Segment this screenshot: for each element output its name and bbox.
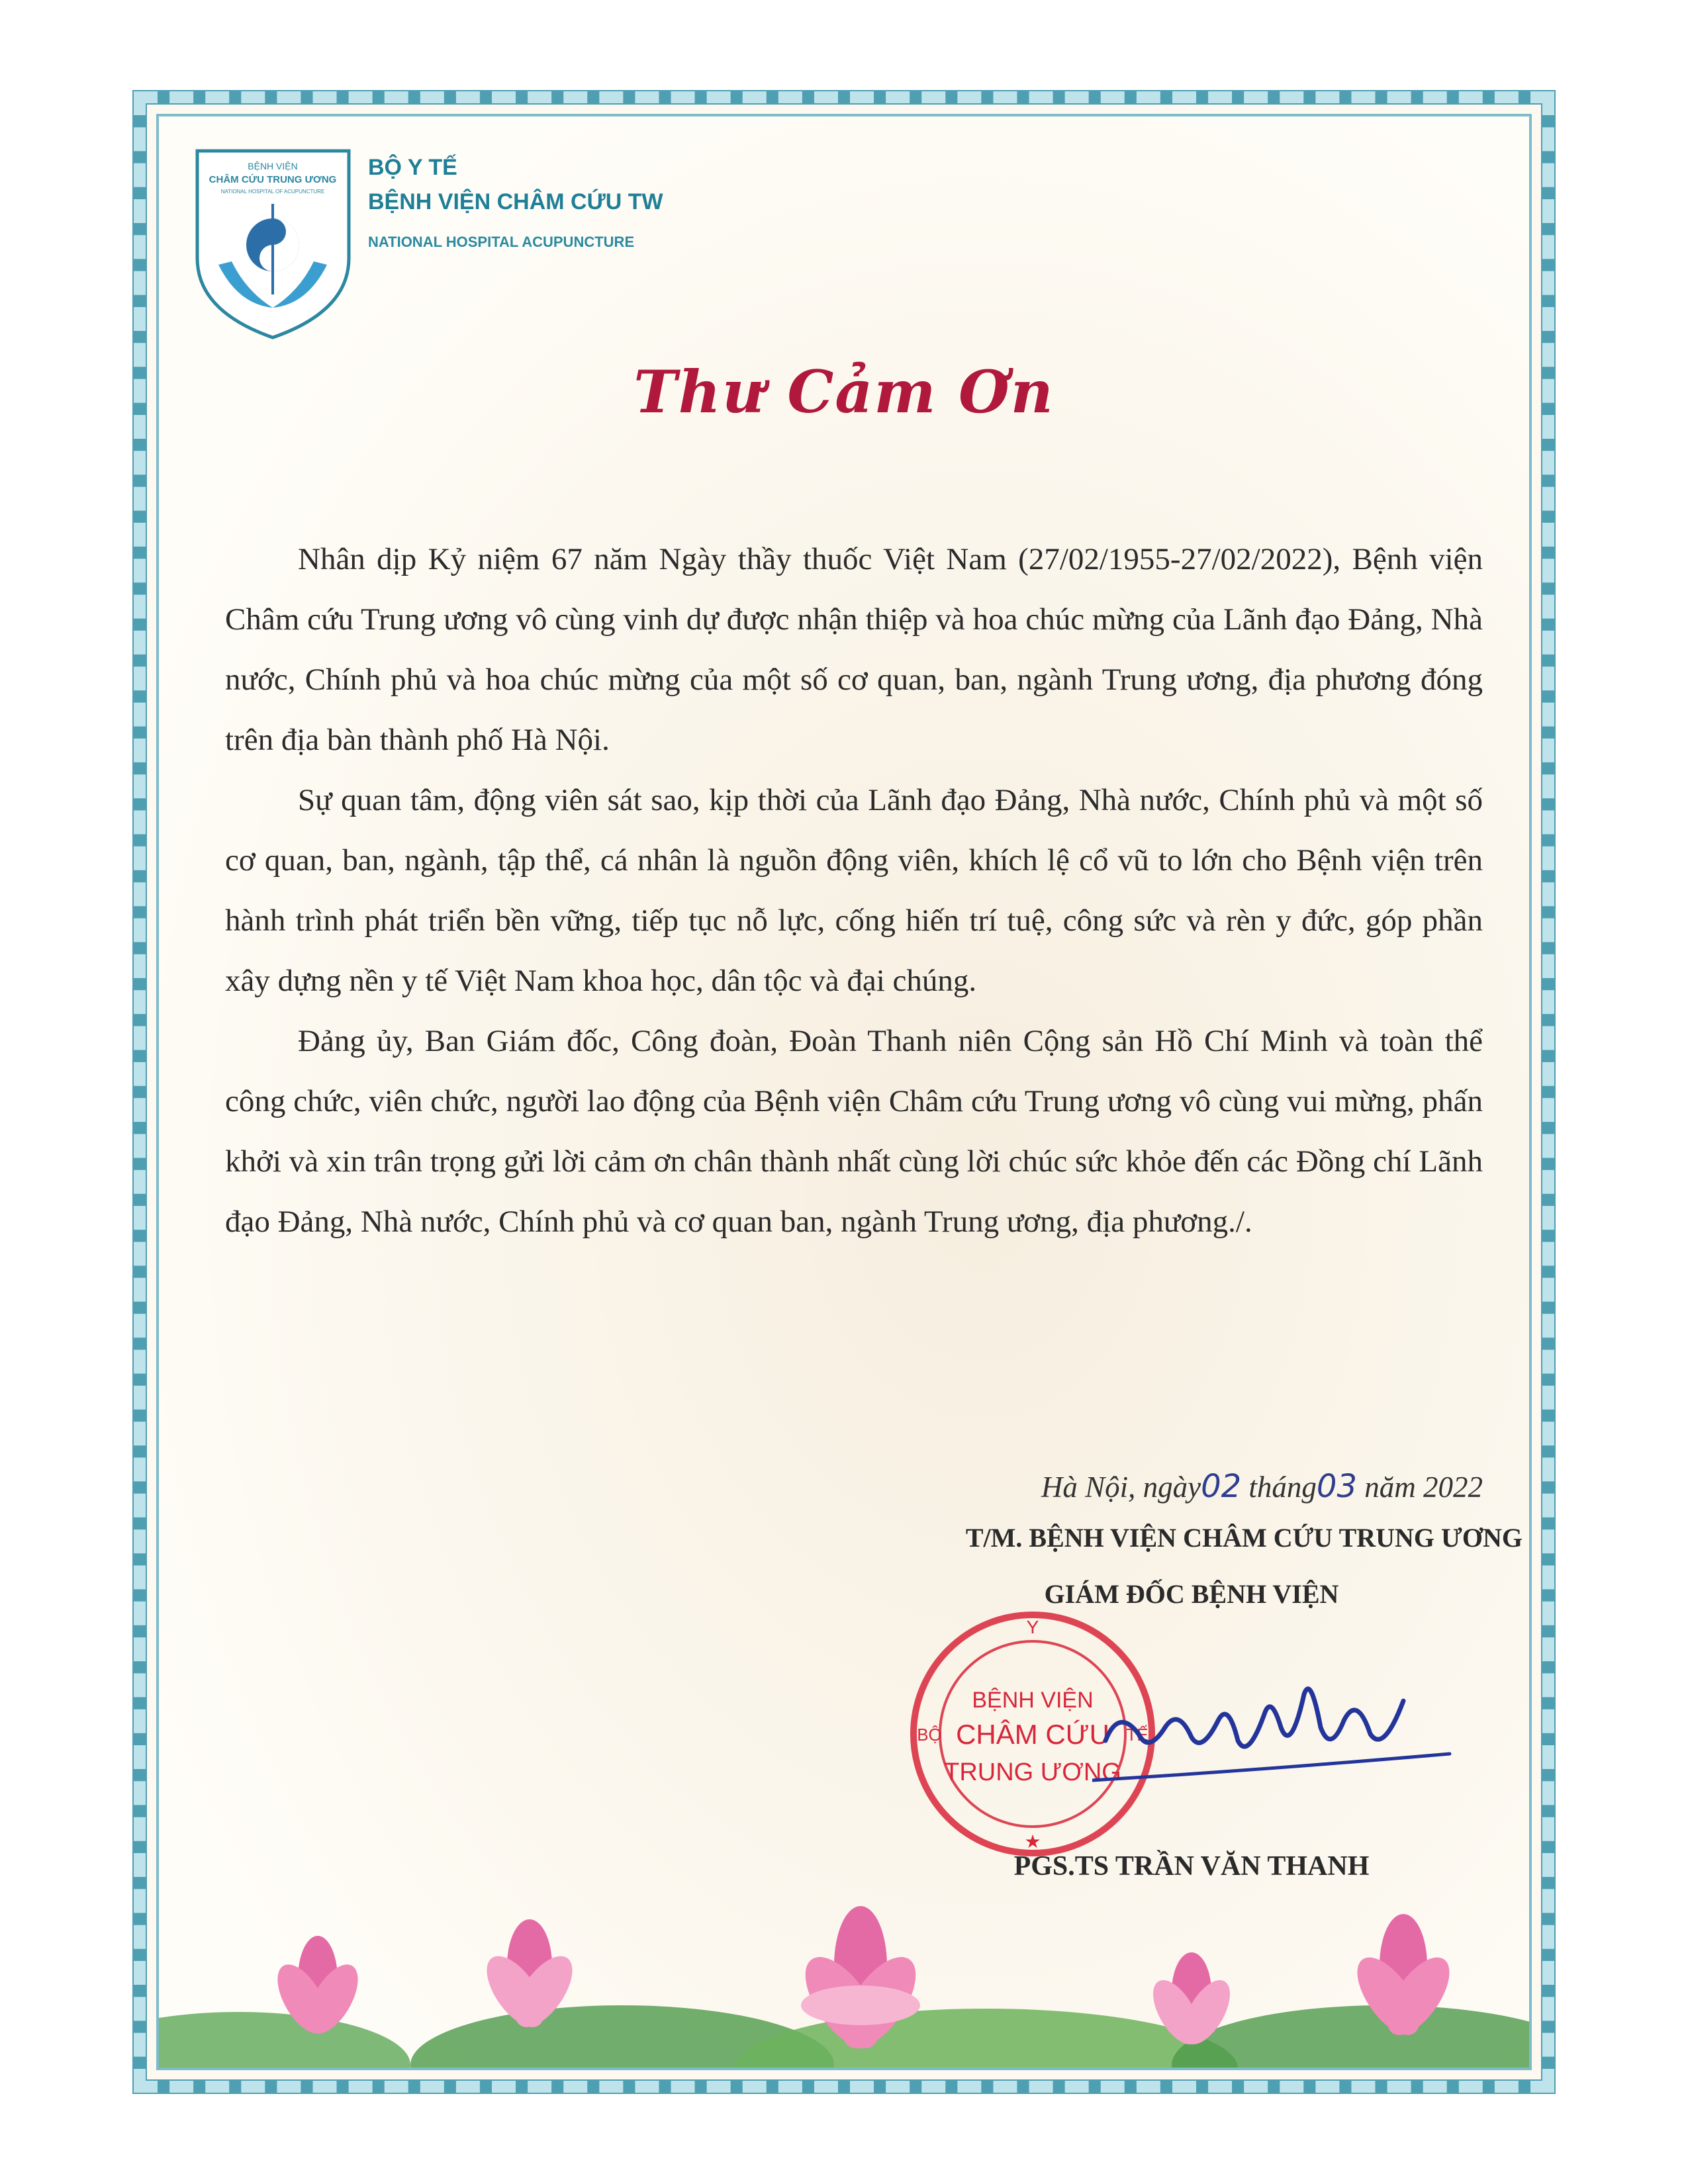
date-day: 02 (1201, 1468, 1242, 1505)
stamp-line1: BỆNH VIỆN (972, 1688, 1094, 1713)
stamp-left-text: BỘ (917, 1725, 942, 1745)
body-paragraph-3: Đảng ủy, Ban Giám đốc, Công đoàn, Đoàn Thanh niên Cộng sản Hồ Chí Minh và toàn thể công chức, viên chức, người lao động của Bệnh viện Châm cứu Trung ương vô cùng vui mừng, phấn khởi và xin trân trọng gửi lời cảm ơn chân thành nhất cùng lời chúc sức khỏe đến các Đồng chí Lãnh đạo Đảng, Nhà nước, Chính phủ và cơ quan ban, ngành Trung ương, địa phương./. (225, 1024, 1483, 1239)
stamp-line2: CHÂM CỨU (956, 1719, 1109, 1750)
date-line (821, 1468, 1483, 1505)
hospital-name: BỆNH VIỆN CHÂM CỨU TW (368, 189, 663, 214)
lotus-footer-illustration (159, 1866, 1529, 2068)
date-month-word: tháng (1248, 1471, 1317, 1504)
organization-header (368, 151, 663, 258)
stamp-top-text: Y (1026, 1617, 1039, 1637)
stamp-right-text: TẾ (1126, 1725, 1149, 1745)
svg-text:★: ★ (1024, 1831, 1041, 1852)
date-year: năm 2022 (1364, 1471, 1483, 1504)
date-prefix: Hà Nội, ngày (1041, 1471, 1201, 1504)
body-paragraph-1: Nhân dịp Kỷ niệm 67 năm Ngày thầy thuốc Việt Nam (27/02/1955-27/02/2022), Bệnh viện Châm cứu Trung ương vô cùng vinh dự được nhận thiệp và hoa chúc mừng của Lãnh đạo Đảng, Nhà nước, Chính phủ và hoa chúc mừng của một số cơ quan, ban, ngành Trung ương, địa phương đóng trên địa bàn thành phố Hà Nội. (225, 542, 1483, 757)
letter-title: Thư Cảm Ơn (633, 357, 1055, 426)
stamp-line3: TRUNG ƯƠNG (944, 1758, 1121, 1786)
body-paragraph-2: Sự quan tâm, động viên sát sao, kịp thời của Lãnh đạo Đảng, Nhà nước, Chính phủ và một số cơ quan, ban, ngành, tập thể, cá nhân là nguồn động viên, khích lệ cổ vũ to lớn cho Bệnh viện trên hành trình phát triển bền vững, tiếp tục nỗ lực, cống hiến trí tuệ, công sức và rèn y đức, góp phần xây dựng nền y tế Việt Nam khoa học, dân tộc và đại chúng. (225, 783, 1483, 998)
logo-text-line1: BỆNH VIỆN (248, 161, 298, 171)
hospital-logo (192, 146, 354, 341)
signer-name: PGS.TS TRẦN VĂN THANH (1013, 1851, 1370, 1882)
on-behalf-line: T/M. BỆNH VIỆN CHÂM CỨU TRUNG ƯƠNG (965, 1523, 1523, 1553)
director-signature (1092, 1655, 1463, 1800)
ministry-name: BỘ Y TẾ (368, 155, 457, 180)
hospital-english-name: NATIONAL HOSPITAL ACUPUNCTURE (368, 234, 635, 250)
logo-text-line2: CHÂM CỨU TRUNG ƯƠNG (209, 174, 337, 185)
letter-body (225, 529, 1483, 1252)
position-line: GIÁM ĐỐC BỆNH VIỆN (1044, 1579, 1339, 1609)
logo-text-line3: NATIONAL HOSPITAL OF ACUPUNCTURE (220, 189, 325, 195)
date-month: 03 (1316, 1468, 1357, 1505)
